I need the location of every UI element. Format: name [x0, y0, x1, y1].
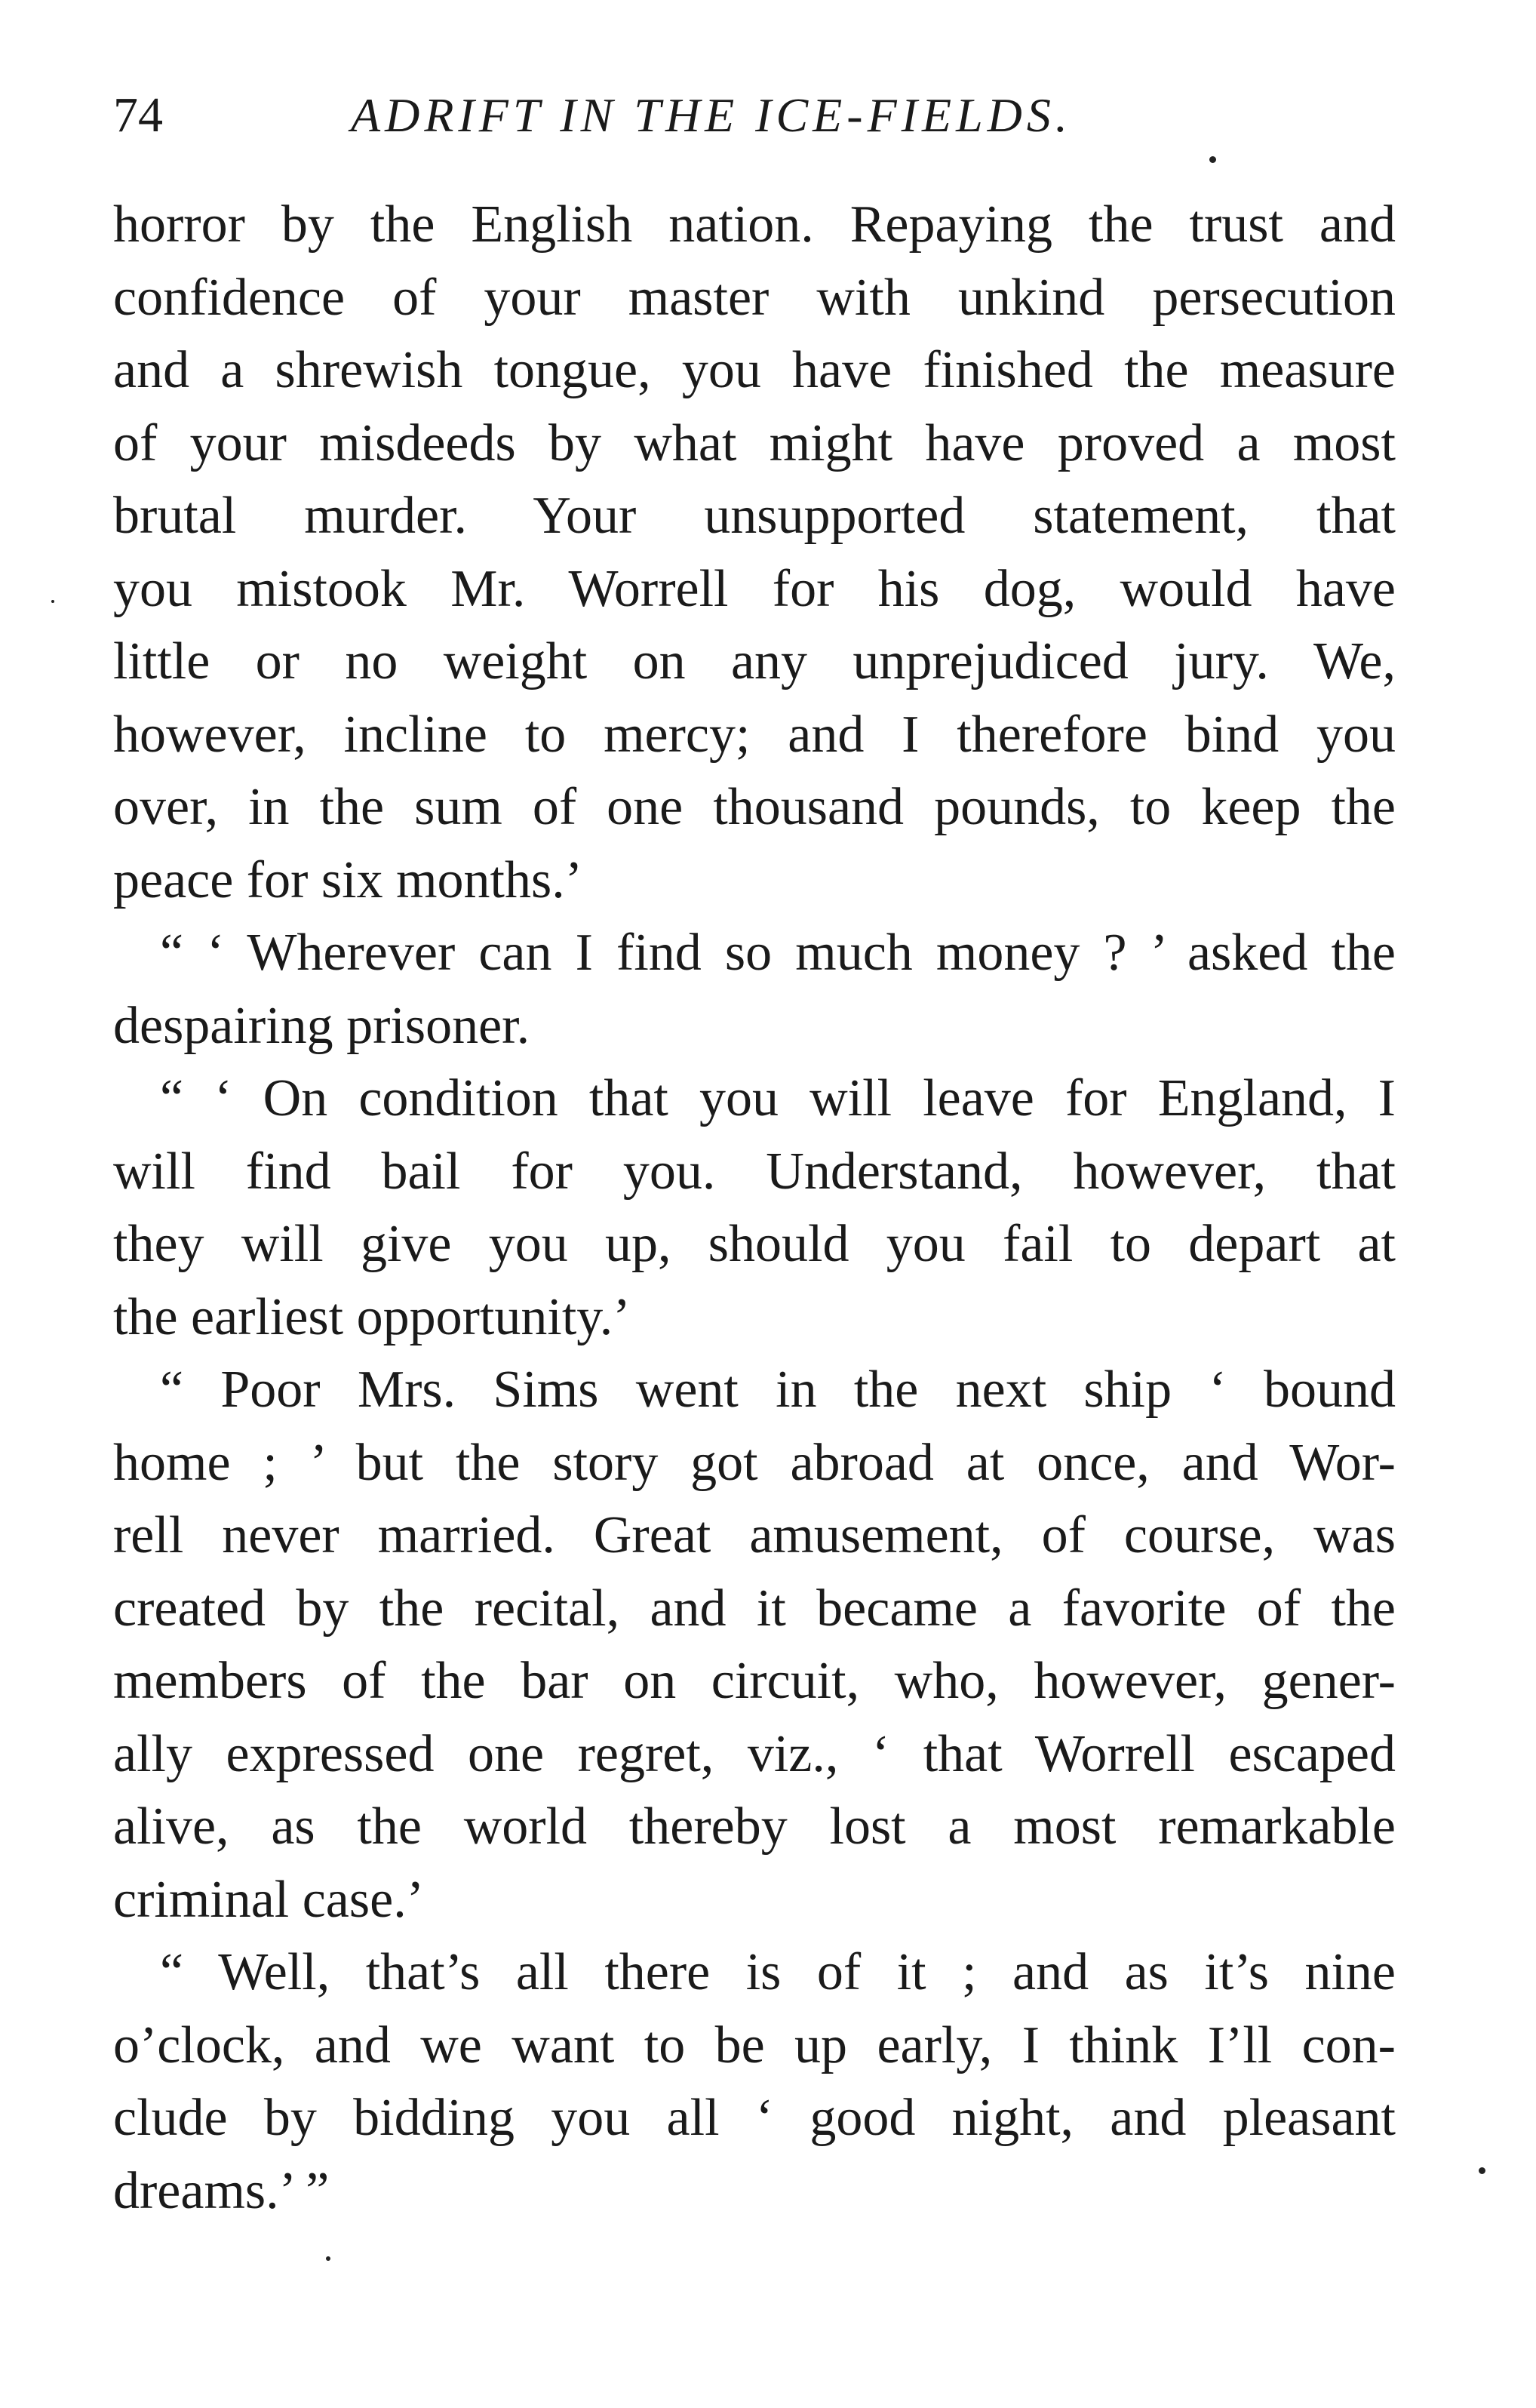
text-line: created by the recital, and it became a favorite of the: [113, 1579, 1396, 1638]
text-line: despairing prisoner.: [113, 996, 530, 1055]
text-line: o’clock, and we want to be up early, I think I’ll con-: [113, 2016, 1396, 2074]
text-line: however, incline to mercy; and I therefore bind you: [113, 705, 1396, 764]
text-line: you mistook Mr. Worrell for his dog, would have: [113, 559, 1396, 618]
text-line: “ ‘ On condition that you will leave for England, I: [160, 1069, 1396, 1127]
text-line: and a shrewish tongue, you have finished the measure: [113, 341, 1396, 399]
text-line: confidence of your master with unkind persecution: [113, 268, 1396, 327]
text-line: dreams.’ ”: [113, 2161, 330, 2220]
text-line: alive, as the world thereby lost a most remarkable: [113, 1798, 1396, 1856]
text-line: rell never married. Great amusement, of course, was: [113, 1506, 1396, 1564]
text-line: members of the bar on circuit, who, however, gener-: [113, 1652, 1396, 1710]
text-line: “ ‘ Wherever can I find so much money ? ’ asked the: [160, 924, 1396, 982]
text-line: criminal case.’: [113, 1870, 425, 1929]
print-speck: [1479, 2167, 1485, 2174]
text-line: “ Well, that’s all there is of it ; and as it’s nine: [160, 1943, 1396, 2001]
print-speck: [1209, 156, 1216, 163]
text-line: will find bail for you. Understand, however, that: [113, 1142, 1396, 1201]
text-line: peace for six months.’: [113, 850, 583, 909]
body-text: [113, 189, 1396, 2228]
text-line: brutal murder. Your unsupported statement, that: [113, 487, 1396, 545]
text-line: ally expressed one regret, viz., ‘ that Worrell escaped: [113, 1724, 1396, 1783]
text-line: of your misdeeds by what might have proved a most: [113, 414, 1396, 472]
text-line: over, in the sum of one thousand pounds, to keep the: [113, 778, 1396, 836]
print-speck: [51, 600, 54, 603]
text-line: they will give you up, should you fail to depart at: [113, 1215, 1396, 1273]
text-line: “ Poor Mrs. Sims went in the next ship ‘ bound: [160, 1361, 1396, 1419]
page-header: [113, 81, 1396, 149]
print-speck: [326, 2256, 330, 2261]
text-line: clude by bidding you all ‘ good night, and pleasant: [113, 2089, 1396, 2147]
page-number: 74: [113, 88, 163, 143]
text-line: home ; ’ but the story got abroad at once, and Wor-: [113, 1433, 1396, 1492]
text-line: horror by the English nation. Repaying the trust and: [113, 195, 1396, 254]
text-line: the earliest opportunity.’: [113, 1287, 631, 1346]
text-line: little or no weight on any unprejudiced jury. We,: [113, 632, 1396, 690]
running-title: ADRIFT IN THE ICE-FIELDS.: [351, 88, 1072, 142]
